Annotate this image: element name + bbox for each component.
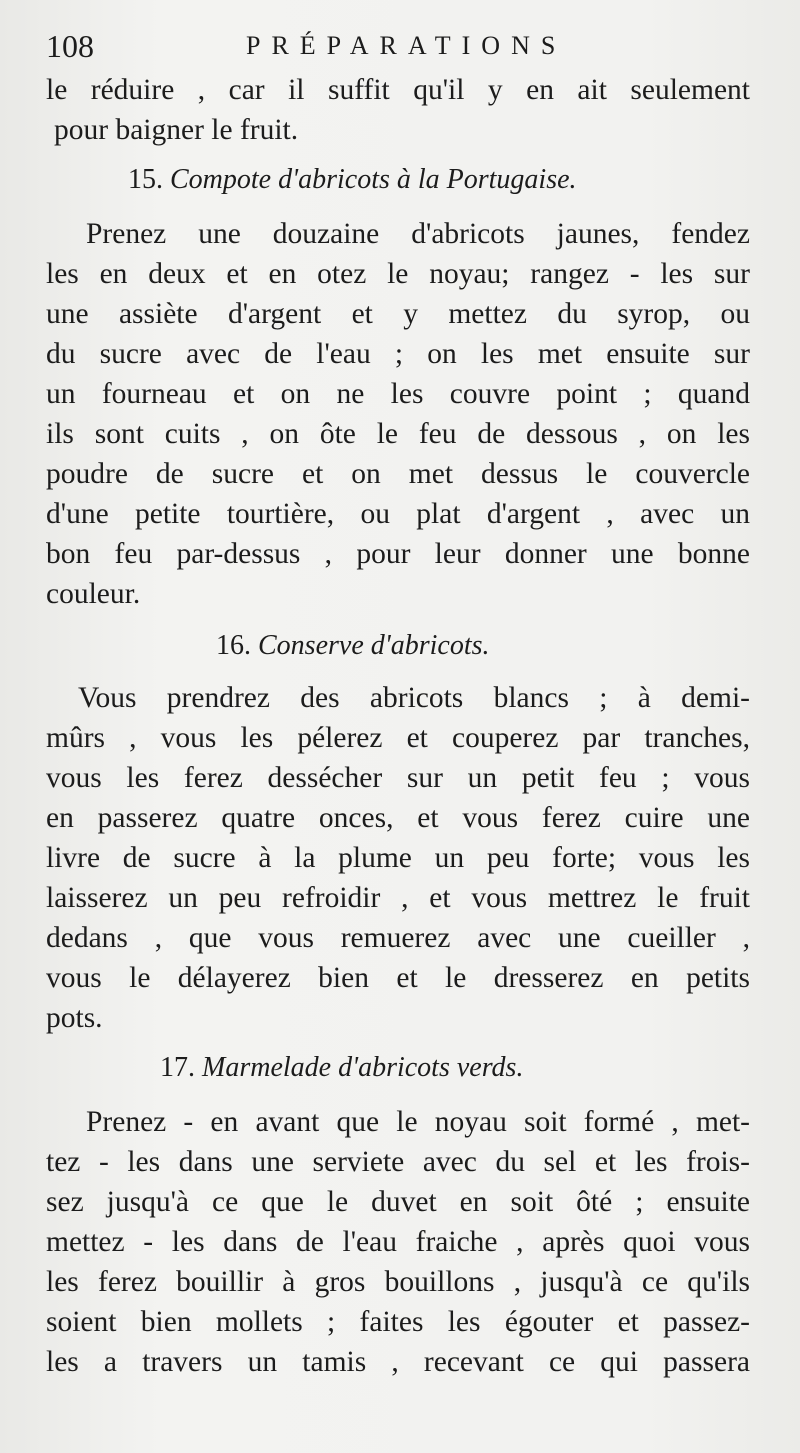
text-line: poudre de sucre et on met dessus le couvercle (46, 458, 750, 490)
recipe-number: 15. (128, 164, 163, 195)
recipe-title: Compote d'abricots à la Portugaise. (170, 164, 577, 195)
text-line: une assiète d'argent et y mettez du syrop, ou (46, 298, 750, 330)
text-line: Prenez - en avant que le noyau soit formé , met- (86, 1106, 750, 1138)
text-line: Prenez une douzaine d'abricots jaunes, fendez (86, 218, 750, 250)
text-line: les a travers un tamis , recevant ce qui passera (46, 1346, 750, 1378)
recipe-heading (160, 1048, 523, 1088)
text-line: du sucre avec de l'eau ; on les met ensuite sur (46, 338, 750, 370)
page-number: 108 (46, 28, 94, 64)
text-line: sez jusqu'à ce que le duvet en soit ôté ; ensuite (46, 1186, 750, 1218)
recipe-number: 17. (160, 1052, 195, 1083)
text-line: livre de sucre à la plume un peu forte; vous les (46, 842, 750, 874)
recipe-paragraph (46, 214, 750, 614)
running-head: PRÉPARATIONS (246, 31, 567, 60)
text-line: couleur. (46, 578, 141, 610)
intro-paragraph (46, 70, 750, 150)
recipe-title: Conserve d'abricots. (258, 630, 490, 661)
text-line: le réduire , car il suffit qu'il y en ait seulement (46, 74, 750, 106)
text-line: pour baigner le fruit. (54, 114, 299, 146)
text-line: en passerez quatre onces, et vous ferez cuire une (46, 802, 750, 834)
text-line: laisserez un peu refroidir , et vous mettrez le fruit (46, 882, 750, 914)
text-line: d'une petite tourtière, ou plat d'argent , avec un (46, 498, 750, 530)
page-header (46, 26, 766, 70)
text-line: soient bien mollets ; faites les égouter et passez- (46, 1306, 750, 1338)
recipe-paragraph (46, 678, 750, 1038)
recipe-heading (216, 626, 490, 666)
text-line: les ferez bouillir à gros bouillons , jusqu'à ce qu'ils (46, 1266, 750, 1298)
recipe-number: 16. (216, 630, 251, 661)
text-line: ils sont cuits , on ôte le feu de dessous , on les (46, 418, 750, 450)
text-line: un fourneau et on ne les couvre point ; quand (46, 378, 750, 410)
text-line: vous les ferez dessécher sur un petit feu ; vous (46, 762, 750, 794)
text-line: vous le délayerez bien et le dresserez en petits (46, 962, 750, 994)
recipe-paragraph (46, 1102, 750, 1382)
recipe-heading (128, 160, 577, 200)
text-line: pots. (46, 1002, 103, 1034)
text-line: mettez - les dans de l'eau fraiche , après quoi vous (46, 1226, 750, 1258)
text-line: dedans , que vous remuerez avec une cueiller , (46, 922, 750, 954)
text-line: les en deux et en otez le noyau; rangez - les sur (46, 258, 750, 290)
text-line: mûrs , vous les pélerez et couperez par tranches, (46, 722, 750, 754)
text-line: Vous prendrez des abricots blancs ; à demi- (78, 682, 750, 714)
text-line: tez - les dans une serviete avec du sel et les frois- (46, 1146, 750, 1178)
recipe-title: Marmelade d'abricots verds. (202, 1052, 524, 1083)
text-line: bon feu par-dessus , pour leur donner une bonne (46, 538, 750, 570)
